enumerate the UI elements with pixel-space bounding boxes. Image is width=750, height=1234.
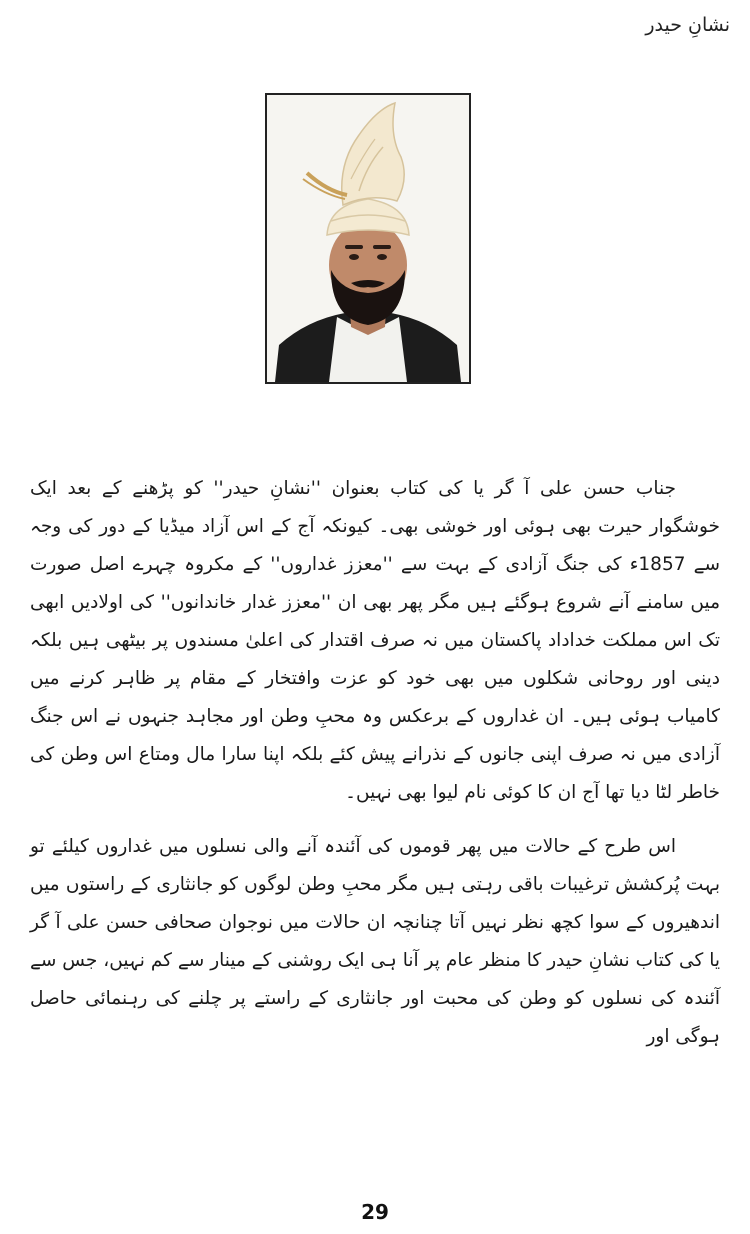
article-body: [30, 470, 720, 1056]
article-paragraph-2: اس طرح کے حالات میں پھر قوموں کی آئندہ آنے والی نسلوں میں غداروں کیلئے تو بہت پُرکشش ترغیبات باقی رہتی ہیں مگر محبِ وطن لوگوں کو جانثاری کے راستوں میں اندھیروں کے سوا کچھ نظر نہیں آتا چنانچہ ان حالات میں نوجوان صحافی حسن علی آ گر یا کی کتاب نشانِ حیدر کا منظر عام پر آنا ہی ایک روشنی کے مینار سے کم نہیں، جس سے آئندہ کی نسلوں کو وطن کی محبت اور جانثاری کے راستے پر چلنے کی رہنمائی حاصل ہوگی اور: [30, 836, 720, 1047]
portrait-illustration: [267, 95, 469, 382]
portrait-photo: [265, 93, 471, 384]
running-head-title: نشانِ حیدر: [645, 14, 730, 36]
article-paragraph-1: جناب حسن علی آ گر یا کی کتاب بعنوان ''نشانِ حیدر'' کو پڑھنے کے بعد ایک خوشگوار حیرت بھی ہوئی اور خوشی بھی۔ کیونکہ آج کے اس آزاد میڈیا کے دور کی وجہ سے 1857ء کی جنگ آزادی کے بہت سے ''معزز غداروں'' کے مکروہ چہرے اصل صورت میں سامنے آنے شروع ہوگئے ہیں مگر پھر بھی ان ''معزز غدار خاندانوں'' کی اولادیں ابھی تک اس مملکت خداداد پاکستان میں نہ صرف اقتدار کی اعلیٰ مسندوں پر بیٹھی ہیں بلکہ دینی اور روحانی شکلوں میں بھی خود کو عزت وافتخار کے مقام پر ظاہر کرنے میں کامیاب ہوئی ہیں۔ ان غداروں کے برعکس وہ محبِ وطن اور مجاہد جنہوں نے اس جنگ آزادی میں نہ صرف اپنی جانوں کے نذرانے پیش کئے بلکہ اپنا سارا مال ومتاع اس وطن کی خاطر لٹا دیا تھا آج ان کا کوئی نام لیوا بھی نہیں۔: [30, 478, 720, 803]
page-number: 29: [361, 1200, 389, 1224]
